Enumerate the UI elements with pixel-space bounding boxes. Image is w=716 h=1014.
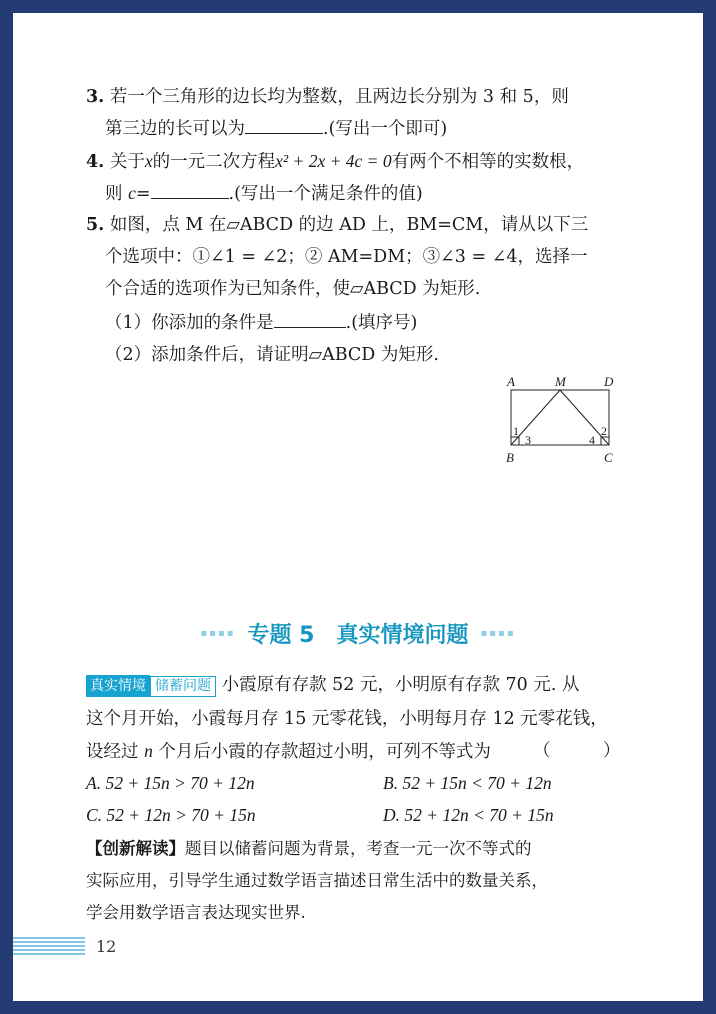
commentary-text-1: 题目以储蓄问题为背景，考查一元一次不等式的 xyxy=(185,839,532,858)
q4-number: 4. xyxy=(86,152,105,172)
q4-line1 xyxy=(86,145,584,178)
angle-3: 3 xyxy=(525,433,531,447)
q3-number: 3. xyxy=(86,87,105,107)
q5-sub1-answer-blank[interactable] xyxy=(274,327,346,328)
section-heading: 专题 5 真实情境问题 xyxy=(247,623,469,648)
q5-line3: 个合适的选项作为已知条件，使▱ABCD 为矩形. xyxy=(105,279,481,299)
problem-text-1: 小霞原有存款 52 元，小明原有存款 70 元. 从 xyxy=(221,675,580,695)
q3-line2 xyxy=(105,113,447,145)
option-c[interactable]: C. 52 + 12n > 70 + 15n xyxy=(86,805,256,825)
q3-text-1: 若一个三角形的边长均为整数，且两边长分别为 3 和 5，则 xyxy=(109,87,569,107)
q3-text-2: 第三边的长可以为 xyxy=(105,119,245,139)
q4-answer-blank[interactable] xyxy=(151,198,229,199)
rectangle-figure xyxy=(503,371,618,466)
commentary-line2: 实际应用，引导学生通过数学语言描述日常生活中的数量关系， xyxy=(86,871,548,890)
q4-equation: x² + 2x + 4c = 0 xyxy=(275,151,392,171)
q5-number: 5. xyxy=(86,215,105,235)
q4-text-2: 的一元二次方程 xyxy=(152,152,276,172)
angle-2: 2 xyxy=(601,424,607,438)
angle-1: 1 xyxy=(513,424,519,438)
commentary-label: 【创新解读】 xyxy=(86,839,185,858)
real-situation-badge: 真实情境 xyxy=(86,675,150,697)
q5-line2: 个选项中：①∠1 = ∠2；② AM=DM；③∠3 = ∠4，选择一 xyxy=(105,247,588,267)
q5-sub1 xyxy=(105,307,417,339)
problem-text-3b: 个月后小霞的存款超过小明，可列不等式为 xyxy=(152,742,491,762)
problem-line2: 这个月开始，小霞每月存 15 元零花钱，小明每月存 12 元零花钱， xyxy=(86,709,608,729)
answer-paren[interactable]: （ ） xyxy=(533,741,621,761)
q4-text-4: 则 xyxy=(105,184,129,204)
q4-text-5: .(写出一个满足条件的值) xyxy=(228,184,423,204)
q4-text-1: 关于 xyxy=(109,152,145,172)
option-b[interactable]: B. 52 + 15n < 70 + 12n xyxy=(383,773,552,793)
label-b: B xyxy=(506,450,514,465)
q4-var-x: x xyxy=(144,151,153,171)
problem-var-n: n xyxy=(144,741,153,761)
q4-equals: = xyxy=(135,184,151,204)
page xyxy=(13,13,703,1001)
q5-text-1: 如图，点 M 在▱ABCD 的边 AD 上，BM=CM，请从以下三 xyxy=(109,215,589,235)
label-m: M xyxy=(555,374,566,389)
title-dots-right: ▪▪▪▪ xyxy=(480,628,516,639)
problem-line3 xyxy=(86,735,491,768)
q5-line1 xyxy=(86,209,588,241)
q5-sub2: （2）添加条件后，请证明▱ABCD 为矩形. xyxy=(105,345,439,365)
label-d: D xyxy=(604,374,614,389)
q4-var-c: c xyxy=(128,183,136,203)
topic-badge: 储蓄问题 xyxy=(150,676,216,697)
q3-answer-blank[interactable] xyxy=(245,133,323,134)
section-title xyxy=(13,618,703,649)
q3-line1 xyxy=(86,81,569,113)
footer-stripes xyxy=(13,937,85,957)
commentary-line1 xyxy=(86,833,532,865)
problem-text-3a: 设经过 xyxy=(86,742,145,762)
page-number: 12 xyxy=(96,937,117,956)
label-c: C xyxy=(604,450,613,465)
q4-line2 xyxy=(105,177,423,210)
title-dots-left: ▪▪▪▪ xyxy=(200,628,236,639)
q4-text-3: 有两个不相等的实数根， xyxy=(391,152,585,172)
angle-4: 4 xyxy=(589,433,595,447)
commentary-line3: 学会用数学语言表达现实世界. xyxy=(86,903,306,922)
q5-sub1-text: （1）你添加的条件是 xyxy=(105,313,274,333)
option-a[interactable]: A. 52 + 15n > 70 + 12n xyxy=(86,773,255,793)
q5-sub1-text-2: .(填序号) xyxy=(345,313,418,333)
option-d[interactable]: D. 52 + 12n < 70 + 15n xyxy=(383,805,554,825)
q3-text-3: .(写出一个即可) xyxy=(323,119,448,139)
label-a: A xyxy=(507,374,515,389)
problem-line1 xyxy=(86,669,580,701)
